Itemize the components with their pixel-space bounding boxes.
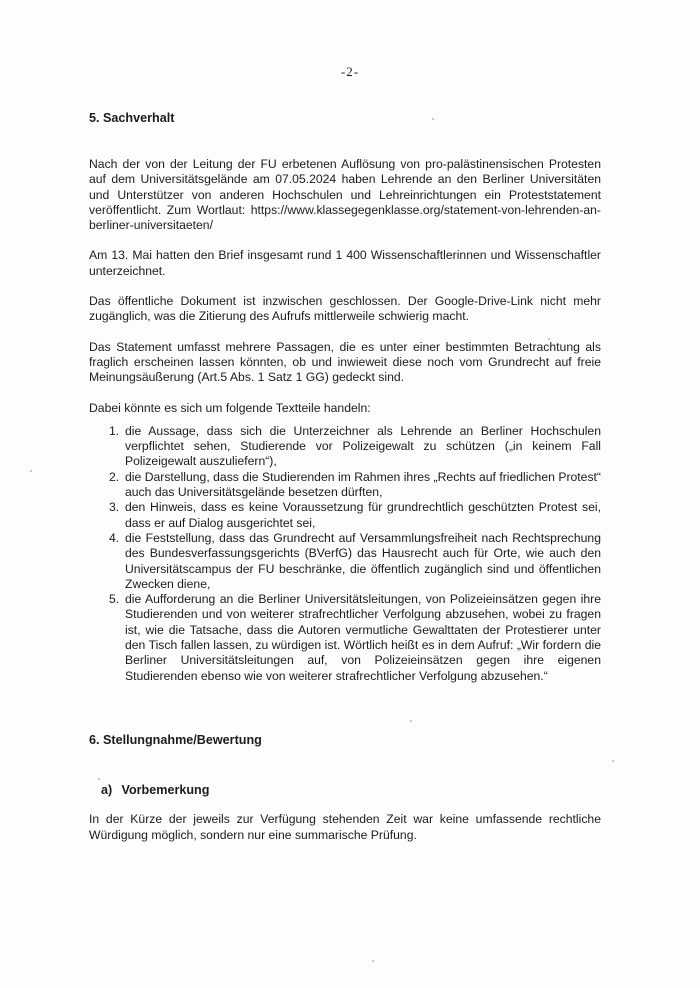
list-item bbox=[89, 470, 601, 501]
scan-speck bbox=[432, 118, 434, 120]
subsection-a-heading bbox=[89, 783, 601, 798]
section-6-heading: 6. Stellungnahme/Bewertung bbox=[89, 732, 262, 747]
list-item-text: die Aufforderung an die Berliner Universitätsleitungen, von Polizeieinsätzen gegen ihre Studierenden und von weiterer strafrechtlicher Verfolgung abzusehen, wobei zu fragen ist, wie die Tatsache, dass die Autoren vermutliche Gewalttaten der Protestierer unter den Tisch fallen lassen, zu würdigen ist. Wörtlich heißt es in dem Aufruf: „Wir fordern die Berliner Universitätsleitungen auf, von Polizeieinsätzen gegen ihre eigenen Studierenden ebenso wie von weiterer strafrechtlicher Verfolgung abzusehen.“ bbox=[125, 592, 601, 683]
page-number: -2- bbox=[340, 64, 360, 79]
paragraph-signatories: Am 13. Mai hatten den Brief insgesamt rund 1 400 Wissenschaftlerinnen und Wissenschaftler unterzeichnet. bbox=[89, 248, 601, 278]
scan-speck bbox=[612, 760, 614, 762]
list-item bbox=[89, 424, 601, 470]
section-5-heading: 5. Sachverhalt bbox=[89, 111, 175, 125]
paragraph-statement-passages: Das Statement umfasst mehrere Passagen, die es unter einer bestimmten Betrachtung als fraglich erscheinen lassen könnten, ob und inwieweit diese noch vom Grundrecht auf freie Meinungsäußerung (Art.5 Abs. 1 Satz 1 GG) gedeckt sind. bbox=[89, 339, 601, 385]
subsection-a-label: a) bbox=[101, 782, 113, 797]
list-item-text: die Aussage, dass sich die Unterzeichner als Lehrende an Berliner Hochschulen verpflichtet sehen, Studierende vor Polizeigewalt zu schützen („in keinem Fall Polizeigewalt auszuliefern“), bbox=[125, 423, 601, 469]
text-passages-list bbox=[89, 424, 601, 684]
list-item bbox=[89, 592, 601, 684]
subsection-a-title: Vorbemerkung bbox=[121, 782, 210, 797]
list-item-number: 4. bbox=[109, 530, 120, 545]
document-body bbox=[89, 110, 601, 843]
list-item bbox=[89, 531, 601, 592]
paragraph-background: Nach der von der Leitung der FU erbetenen Auflösung von pro-palästinensischen Protesten auf dem Universitätsgelände am 07.05.2024 haben Lehrende an den Berliner Universitäten und Unterstützer von anderen Hochschulen und Lehreinrichtungen ein Proteststatement veröffentlicht. Zum Wortlaut: https://www.klassegegenklasse.org/statement-von-lehrenden-an-berliner-universitaeten/ bbox=[89, 157, 601, 233]
list-item-number: 1. bbox=[109, 423, 120, 438]
scan-speck bbox=[410, 720, 412, 722]
list-item-number: 2. bbox=[109, 469, 120, 484]
list-item-text: den Hinweis, dass es keine Voraussetzung für grundrechtlich geschützten Protest sei, dass er auf Dialog ausgerichtet sei, bbox=[125, 500, 601, 530]
list-item-text: die Feststellung, dass das Grundrecht auf Versammlungsfreiheit nach Rechtsprechung des Bundesverfassungsgerichts (BVerfG) das Hausrecht auch für Orte, wie auch den Universitätscampus der FU beschränke, die öffentlich zugänglich sind und öffentlichen Zwecken diene, bbox=[125, 530, 601, 591]
scan-speck bbox=[30, 470, 32, 472]
scan-speck bbox=[372, 960, 374, 962]
scan-speck bbox=[548, 338, 550, 340]
list-item-number: 5. bbox=[109, 592, 120, 607]
paragraph-preliminary-remark: In der Kürze der jeweils zur Verfügung stehenden Zeit war keine umfassende rechtliche Würdigung möglich, sondern nur eine summarische Prüfung. bbox=[89, 812, 601, 842]
list-item bbox=[89, 500, 601, 531]
paragraph-document-closed: Das öffentliche Dokument ist inzwischen geschlossen. Der Google-Drive-Link nicht mehr zugänglich, was die Zitierung des Aufrufs mittlerweile schwierig macht. bbox=[89, 294, 601, 324]
scan-speck bbox=[98, 778, 100, 780]
list-item-number: 3. bbox=[109, 500, 120, 515]
list-item-text: die Darstellung, dass die Studierenden im Rahmen ihres „Rechts auf friedlichen Protest“ auch das Universitätsgelände besetzen dürften, bbox=[125, 469, 601, 500]
paragraph-list-intro: Dabei könnte es sich um folgende Textteile handeln: bbox=[89, 400, 371, 415]
